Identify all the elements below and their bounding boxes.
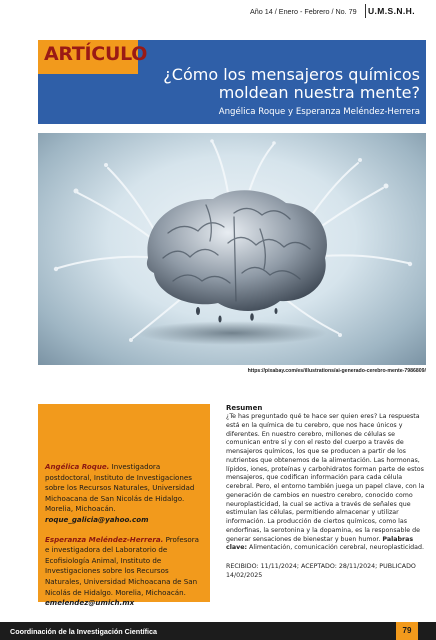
publication-dates: RECIBIDO: 11/11/2024; ACEPTADO: 28/11/2024; PUBLICADO 14/02/2025 bbox=[226, 563, 416, 579]
journal-name: U.M.S.N.H. bbox=[368, 6, 415, 16]
abstract-text: ¿Te has preguntado qué te hace ser quien eres? La respuesta está en la química de tu cerebro, que nos hace únicos y diferentes. En nuestro cerebro, millones de células se comunican entre sí y con el resto del cuerpo a través de mensajeros químicos, los que se producen a partir de los nutrientes que obtenemos de la alimentación. Las hormonas, lípidos, iones, proteínas y carbohidratos forman parte de estos mensajeros, que codifican información para cada célula cerebral. Pero, el entorno también juega un papel clave, con la generación de cambios en nuestro cerebro, conocido como neuroplasticidad, la cual se activa a través de señales que estimulan las células, permitiendo almacenar y utilizar información. La producción de ciertos químicos, como las endorfinas, la serotonina y la dopamina, es la responsable de generar sensaciones de bienestar y buen humor. bbox=[226, 413, 425, 543]
author-affiliation: Investigadora postdoctoral, Instituto de Investigaciones sobre los Recursos Naturales, Universidad Michoacana de San Nicolás de Hidalgo. Morelia, Michoacán. bbox=[45, 462, 195, 514]
page-header bbox=[0, 0, 436, 22]
page-number: 79 bbox=[396, 622, 418, 640]
keywords-label: Palabras clave: bbox=[226, 535, 414, 552]
author-bios bbox=[38, 404, 210, 608]
author-bio-2 bbox=[45, 535, 203, 609]
header-divider bbox=[365, 4, 366, 18]
article-title bbox=[120, 66, 420, 102]
abstract-section bbox=[226, 404, 426, 580]
keywords: Alimentación, comunicación cerebral, neuroplasticidad. bbox=[247, 544, 424, 552]
author-name: Esperanza Meléndez-Herrera. bbox=[45, 534, 164, 544]
author-email: roque_galicia@yahoo.com bbox=[45, 514, 149, 524]
author-name: Angélica Roque. bbox=[45, 462, 110, 471]
issue-info: Año 14 / Enero - Febrero / No. 79 bbox=[250, 7, 357, 16]
image-credit: https://pixabay.com/es/illustrations/ai-generado-cerebro-mente-7986809/ bbox=[247, 368, 426, 374]
footer-text: Coordinación de la Investigación Científica bbox=[10, 627, 157, 636]
hero-image bbox=[38, 133, 426, 365]
article-authors: Angélica Roque y Esperanza Meléndez-Herrera bbox=[218, 107, 420, 117]
abstract-heading: Resumen bbox=[226, 404, 263, 412]
brain-illustration bbox=[38, 133, 426, 365]
author-email: emelendez@umich.mx bbox=[45, 598, 135, 608]
abstract-body bbox=[226, 413, 426, 553]
section-label: ARTÍCULO bbox=[44, 43, 148, 65]
author-affiliation: Profesora e investigadora del Laboratorio de Ecofisiología Animal, Instituto de Investigaciones sobre los Recursos Naturales, Universidad Michoacana de San Nicolás de Hidalgo. Morelia, Michoacán. bbox=[45, 534, 200, 597]
title-line-1: ¿Cómo los mensajeros químicos bbox=[163, 65, 420, 84]
author-bio-1 bbox=[45, 462, 203, 526]
title-line-2: moldean nuestra mente? bbox=[218, 83, 420, 102]
